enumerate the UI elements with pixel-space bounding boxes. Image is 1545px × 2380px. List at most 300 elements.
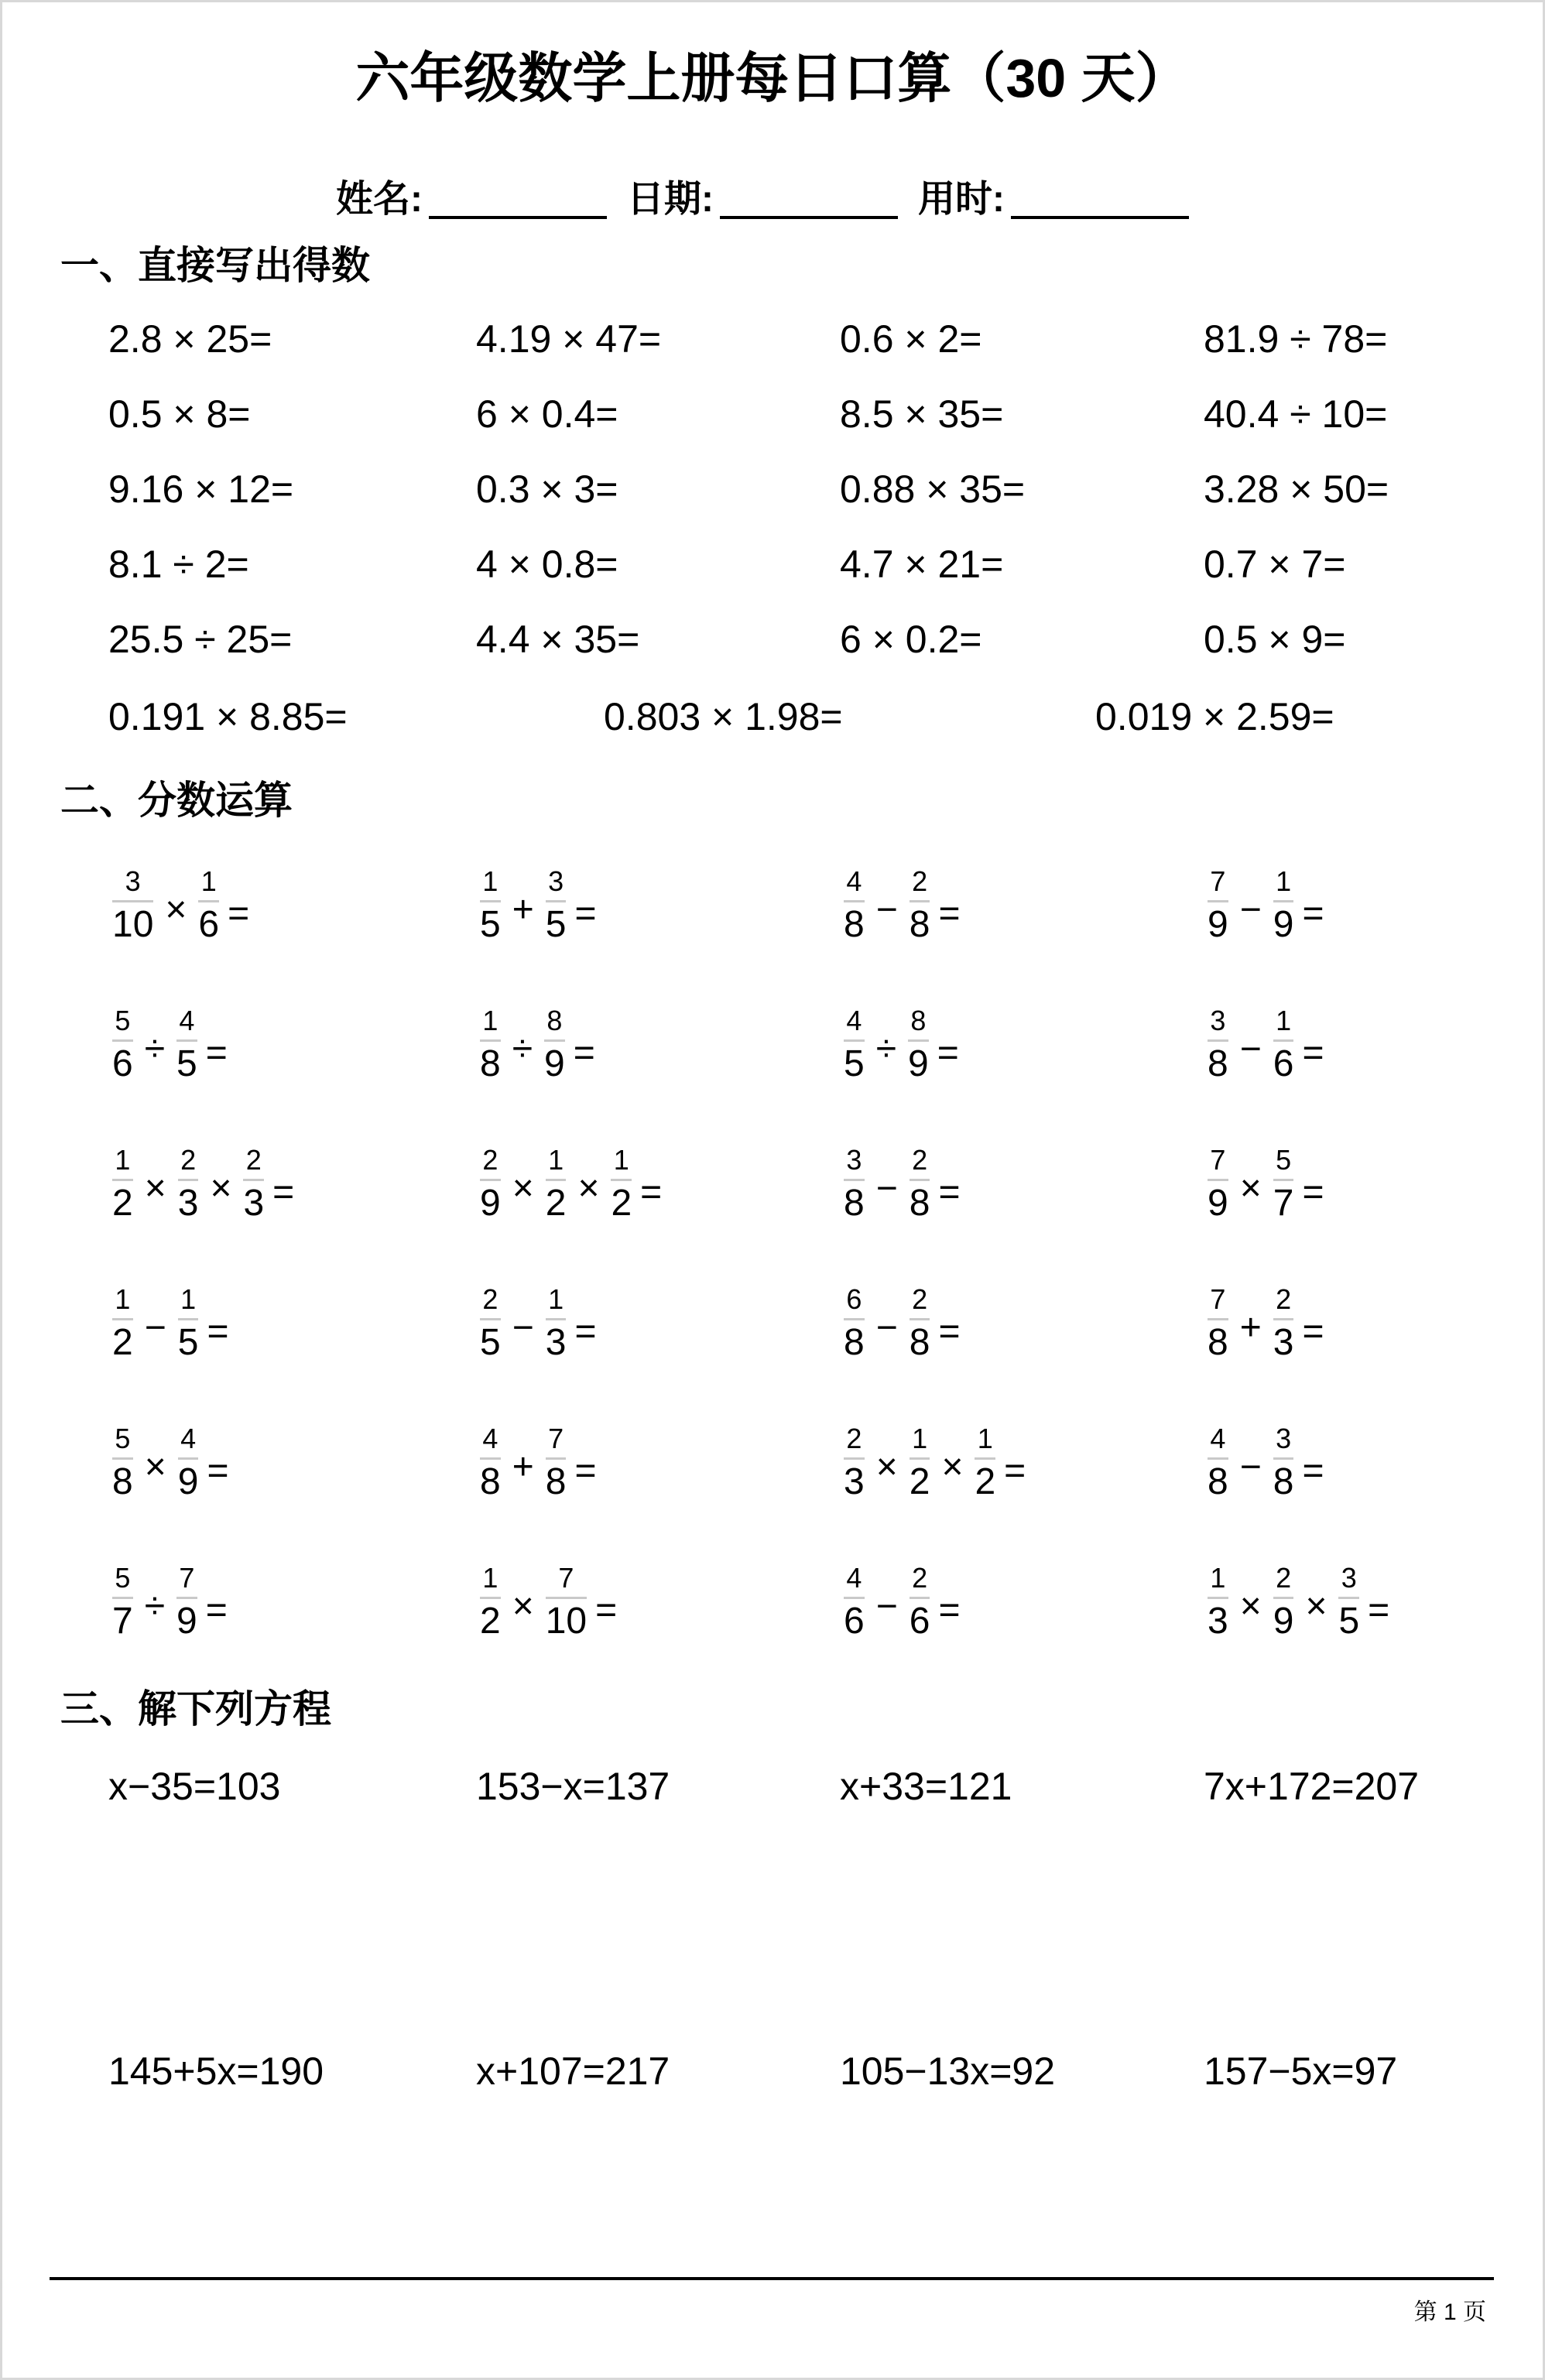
equation-row	[108, 2050, 1545, 2094]
fraction-numerator: 7	[1210, 865, 1226, 898]
name-field-blank	[429, 185, 607, 219]
fraction-bar	[546, 1457, 567, 1460]
fraction-problem	[108, 1564, 476, 1640]
fraction-denominator: 6	[1273, 1043, 1294, 1085]
fraction-denominator: 8	[1208, 1322, 1228, 1364]
section1-last-row	[108, 680, 1545, 754]
fraction	[906, 1283, 934, 1364]
operator: ×	[1239, 1585, 1262, 1627]
problem: 40.4 ÷ 10=	[1204, 392, 1388, 436]
equals-sign: =	[207, 1310, 229, 1352]
name-field-label: 姓名:	[336, 179, 423, 221]
fraction-bar	[1208, 900, 1228, 902]
fraction-problem	[108, 865, 476, 946]
fraction-numerator: 1	[200, 865, 217, 898]
fraction-denominator: 8	[909, 1183, 930, 1224]
fraction-denominator: 9	[176, 1601, 197, 1642]
operator: ×	[577, 1167, 600, 1209]
problem: 0.5 × 9=	[1204, 617, 1346, 661]
fraction-numerator: 4	[846, 1562, 862, 1594]
section3-rows	[0, 1765, 1545, 2094]
problem: 3.28 × 50=	[1204, 467, 1389, 511]
fraction-problem	[108, 1425, 476, 1501]
fraction-denominator: 8	[1208, 1043, 1228, 1085]
fraction	[476, 1425, 505, 1501]
equals-sign: =	[1302, 1171, 1324, 1213]
fraction-bar	[112, 1039, 133, 1042]
section1-grid	[108, 301, 1545, 676]
operator: −	[1239, 1028, 1262, 1070]
fraction-bar	[243, 1179, 264, 1181]
fraction-numerator: 1	[613, 1144, 629, 1176]
fraction	[542, 1283, 570, 1364]
operator: −	[875, 1306, 898, 1348]
fraction-bar	[844, 1318, 865, 1320]
fraction-numerator: 1	[1210, 1562, 1226, 1594]
fraction-numerator: 8	[546, 1005, 563, 1037]
fraction	[906, 1146, 934, 1222]
fraction-bar	[1273, 1179, 1294, 1181]
fraction-numerator: 3	[548, 865, 564, 898]
equation: 105−13x=92	[840, 2049, 1056, 2093]
fraction-denominator: 5	[844, 1043, 865, 1085]
problem: 8.5 × 35=	[840, 392, 1004, 436]
fraction	[108, 1146, 137, 1222]
fraction-denominator: 8	[112, 1461, 133, 1503]
fraction-numerator: 1	[912, 1423, 928, 1455]
fraction-problem	[1204, 1564, 1545, 1640]
equals-sign: =	[595, 1589, 618, 1631]
fraction-numerator: 7	[1210, 1144, 1226, 1176]
section2-heading: 二、分数运算	[60, 779, 293, 823]
fraction-bar	[198, 900, 219, 902]
fraction-bar	[112, 1318, 133, 1320]
operator: +	[512, 1446, 534, 1488]
problem: 6 × 0.4=	[476, 392, 618, 436]
fraction-numerator: 2	[482, 1144, 498, 1176]
page-footer	[50, 2277, 1494, 2327]
fraction-bar	[844, 1039, 865, 1042]
problem: 0.191 × 8.85=	[108, 695, 348, 739]
fraction-numerator: 1	[180, 1283, 197, 1316]
fraction-problem	[1204, 1425, 1545, 1501]
name-field-label: 日期:	[627, 179, 714, 221]
fraction-numerator: 7	[558, 1562, 574, 1594]
fraction-denominator: 9	[1273, 1601, 1294, 1642]
operator: −	[875, 1585, 898, 1627]
fraction-numerator: 1	[977, 1423, 993, 1455]
fraction-numerator: 4	[179, 1005, 195, 1037]
fraction	[239, 1146, 268, 1222]
fraction-numerator: 4	[482, 1423, 498, 1455]
problem: 0.803 × 1.98=	[604, 695, 843, 739]
fraction-numerator: 2	[180, 1144, 197, 1176]
section3-heading: 三、解下列方程	[60, 1687, 331, 1731]
equation: x+33=121	[840, 1765, 1012, 1809]
fraction-bar	[1208, 1039, 1228, 1042]
operator: ×	[512, 1585, 534, 1627]
problem: 4 × 0.8=	[476, 542, 618, 586]
fraction-numerator: 2	[846, 1423, 862, 1455]
fraction-numerator: 1	[115, 1144, 131, 1176]
fraction-denominator: 2	[112, 1322, 133, 1364]
fraction	[108, 865, 157, 946]
fraction	[174, 1283, 203, 1364]
fraction-problem	[476, 1283, 840, 1364]
problem: 0.6 × 2=	[840, 317, 982, 361]
fraction-numerator: 2	[912, 1562, 928, 1594]
fraction-numerator: 1	[115, 1283, 131, 1316]
fraction-problem	[840, 1425, 1204, 1501]
fraction-problem	[840, 1007, 1204, 1083]
fraction	[1204, 1146, 1232, 1222]
operator: −	[144, 1306, 166, 1348]
fraction	[840, 1283, 868, 1364]
fraction-problem	[1204, 1007, 1545, 1083]
fraction	[542, 865, 570, 946]
fraction-bar	[910, 1179, 930, 1181]
fraction-numerator: 6	[846, 1283, 862, 1316]
equals-sign: =	[272, 1171, 295, 1213]
fraction-problem	[1204, 1146, 1545, 1222]
equation: 7x+172=207	[1204, 1765, 1420, 1809]
fraction-denominator: 9	[1273, 904, 1294, 946]
fraction	[906, 1425, 934, 1501]
fraction	[1269, 865, 1298, 946]
operator: −	[875, 1167, 898, 1209]
equals-sign: =	[1302, 1310, 1324, 1352]
fraction-denominator: 5	[480, 1322, 501, 1364]
fraction-bar	[546, 1318, 567, 1320]
fraction-bar	[176, 1039, 197, 1042]
fraction-numerator: 1	[1276, 865, 1292, 898]
fraction-problem	[476, 865, 840, 946]
fraction-problem	[108, 1007, 476, 1083]
fraction	[906, 1564, 934, 1640]
fraction-numerator: 3	[125, 865, 141, 898]
fraction	[1334, 1564, 1363, 1640]
fraction-bar	[908, 1039, 929, 1042]
fraction-denominator: 9	[908, 1043, 929, 1085]
fraction	[1269, 1007, 1298, 1083]
fraction-denominator: 10	[112, 904, 154, 946]
fraction	[840, 1425, 868, 1501]
fraction-numerator: 4	[1210, 1423, 1226, 1455]
equals-sign: =	[938, 1310, 961, 1352]
fraction	[476, 1146, 505, 1222]
fraction-bar	[910, 1318, 930, 1320]
fraction-problem	[476, 1425, 840, 1501]
equals-sign: =	[205, 1589, 228, 1631]
fraction-denominator: 9	[177, 1461, 199, 1503]
problem: 0.7 × 7=	[1204, 542, 1346, 586]
fraction-numerator: 7	[179, 1562, 195, 1594]
fraction-denominator: 3	[1273, 1322, 1294, 1364]
fraction-problem	[840, 865, 1204, 946]
fraction-denominator: 7	[112, 1601, 133, 1642]
fraction-bar	[910, 1597, 930, 1599]
fraction-numerator: 5	[115, 1005, 131, 1037]
fraction-denominator: 3	[844, 1461, 865, 1503]
fraction-denominator: 9	[544, 1043, 565, 1085]
fraction	[1204, 1564, 1232, 1640]
fraction-bar	[480, 1039, 501, 1042]
fraction-numerator: 2	[912, 1144, 928, 1176]
fraction-denominator: 3	[545, 1322, 567, 1364]
fraction-denominator: 3	[243, 1183, 265, 1224]
fraction-denominator: 6	[198, 904, 220, 946]
fraction-numerator: 1	[1276, 1005, 1292, 1037]
fraction-problem	[840, 1283, 1204, 1364]
operator: ÷	[144, 1585, 166, 1627]
problem: 81.9 ÷ 78=	[1204, 317, 1388, 361]
problem: 0.019 × 2.59=	[1095, 695, 1334, 739]
name-line	[0, 169, 1545, 222]
fraction	[1204, 1007, 1232, 1083]
name-field-blank	[1011, 185, 1189, 219]
fraction-numerator: 1	[482, 1562, 498, 1594]
fraction-numerator: 8	[910, 1005, 927, 1037]
problem: 4.4 × 35=	[476, 617, 640, 661]
fraction-numerator: 1	[548, 1144, 564, 1176]
fraction-denominator: 6	[909, 1601, 930, 1642]
fraction-denominator: 8	[480, 1461, 501, 1503]
fraction	[476, 1564, 505, 1640]
equals-sign: =	[207, 1450, 229, 1491]
fraction-numerator: 4	[846, 1005, 862, 1037]
operator: −	[875, 889, 898, 930]
fraction-bar	[1273, 1597, 1294, 1599]
fraction-denominator: 5	[176, 1043, 197, 1085]
equals-sign: =	[938, 1171, 961, 1213]
fraction	[840, 1007, 868, 1083]
footer-rule	[50, 2277, 1494, 2280]
fraction	[1269, 1564, 1298, 1640]
fraction	[542, 1425, 570, 1501]
equation: x+107=217	[476, 2049, 670, 2093]
operator: +	[512, 889, 534, 930]
fraction-bar	[1208, 1179, 1228, 1181]
fraction-numerator: 2	[482, 1283, 498, 1316]
fraction	[1204, 1425, 1232, 1501]
fraction-bar	[844, 1179, 865, 1181]
equation-row	[108, 1765, 1545, 1810]
fraction-bar	[544, 1039, 565, 1042]
fraction-numerator: 7	[1210, 1283, 1226, 1316]
fraction-numerator: 3	[1341, 1562, 1357, 1594]
fraction-bar	[112, 1179, 133, 1181]
fraction-numerator: 4	[180, 1423, 197, 1455]
fraction-denominator: 9	[1208, 904, 1228, 946]
operator: ×	[512, 1167, 534, 1209]
fraction-denominator: 2	[975, 1461, 996, 1503]
fraction	[108, 1425, 137, 1501]
operator: −	[512, 1306, 534, 1348]
equation: 153−x=137	[476, 1765, 670, 1809]
fraction	[840, 1564, 868, 1640]
equals-sign: =	[205, 1032, 228, 1074]
fraction-denominator: 9	[480, 1183, 501, 1224]
fraction-denominator: 7	[1273, 1183, 1294, 1224]
fraction-bar	[910, 900, 930, 902]
fraction-denominator: 8	[480, 1043, 501, 1085]
operator: +	[1239, 1306, 1262, 1348]
fraction-problem	[1204, 1283, 1545, 1364]
fraction-bar	[112, 1597, 133, 1599]
fraction-bar	[1208, 1318, 1228, 1320]
fraction-denominator: 8	[844, 904, 865, 946]
fraction	[1269, 1425, 1298, 1501]
fraction-numerator: 5	[1276, 1144, 1292, 1176]
fraction-bar	[1273, 1318, 1294, 1320]
equation: 145+5x=190	[108, 2049, 324, 2093]
problem: 25.5 ÷ 25=	[108, 617, 293, 661]
fraction-bar	[1208, 1597, 1228, 1599]
fraction-bar	[480, 1318, 501, 1320]
fraction	[108, 1283, 137, 1364]
fraction	[1269, 1146, 1298, 1222]
fraction-problem	[1204, 865, 1545, 946]
fraction-bar	[1273, 1457, 1294, 1460]
equals-sign: =	[228, 892, 250, 934]
fraction-bar	[546, 1179, 567, 1181]
fraction-bar	[480, 1457, 501, 1460]
equation: 157−5x=97	[1204, 2049, 1398, 2093]
fraction	[476, 1283, 505, 1364]
page-number: 第 1 页	[1413, 2300, 1486, 2325]
section1-heading: 一、直接写出得数	[60, 244, 370, 288]
fraction-denominator: 5	[1338, 1601, 1360, 1642]
fraction-problem	[476, 1007, 840, 1083]
fraction-bar	[1273, 900, 1294, 902]
equals-sign: =	[574, 892, 597, 934]
fraction	[476, 865, 505, 946]
fraction-bar	[844, 1457, 865, 1460]
fraction-numerator: 3	[846, 1144, 862, 1176]
fraction-bar	[480, 1179, 501, 1181]
equals-sign: =	[574, 1450, 597, 1491]
fraction-numerator: 3	[1276, 1423, 1292, 1455]
fraction-denominator: 2	[909, 1461, 930, 1503]
operator: ×	[210, 1167, 232, 1209]
fraction-denominator: 3	[177, 1183, 199, 1224]
fraction-bar	[480, 1597, 501, 1599]
operator: ×	[941, 1446, 964, 1488]
fraction	[542, 1146, 570, 1222]
fraction-denominator: 3	[1208, 1601, 1228, 1642]
fraction-bar	[611, 1179, 632, 1181]
problem: 4.19 × 47=	[476, 317, 662, 361]
fraction-bar	[480, 900, 501, 902]
operator: −	[1239, 889, 1262, 930]
fraction	[540, 1007, 569, 1083]
fraction	[108, 1564, 137, 1640]
fraction	[840, 1146, 868, 1222]
operator: ÷	[512, 1028, 533, 1070]
fraction	[476, 1007, 505, 1083]
fraction-bar	[1338, 1597, 1359, 1599]
fraction-denominator: 8	[844, 1183, 865, 1224]
fraction	[542, 1564, 591, 1640]
fraction	[1269, 1283, 1298, 1364]
fraction-bar	[975, 1457, 995, 1460]
fraction-bar	[910, 1457, 930, 1460]
fraction-denominator: 2	[112, 1183, 133, 1224]
fraction-numerator: 1	[482, 1005, 498, 1037]
fraction-denominator: 2	[611, 1183, 632, 1224]
operator: ×	[875, 1446, 898, 1488]
fraction-denominator: 8	[909, 1322, 930, 1364]
fraction	[194, 865, 223, 946]
fraction-bar	[112, 1457, 133, 1460]
fraction	[173, 1007, 201, 1083]
fraction-bar	[178, 1179, 199, 1181]
equals-sign: =	[1368, 1589, 1390, 1631]
fraction-numerator: 1	[482, 865, 498, 898]
fraction-denominator: 9	[1208, 1183, 1228, 1224]
operator: ÷	[144, 1028, 166, 1070]
fraction-denominator: 8	[844, 1322, 865, 1364]
fraction-denominator: 5	[480, 904, 501, 946]
fraction-bar	[112, 900, 153, 902]
fraction-denominator: 5	[545, 904, 567, 946]
fraction-problem	[840, 1146, 1204, 1222]
operator: ÷	[875, 1028, 897, 1070]
fraction-problem	[476, 1146, 840, 1222]
fraction	[904, 1007, 933, 1083]
fraction-bar	[546, 900, 567, 902]
equals-sign: =	[1302, 1450, 1324, 1491]
fraction-bar	[844, 900, 865, 902]
fraction	[840, 865, 868, 946]
problem: 9.16 × 12=	[108, 467, 294, 511]
fraction-numerator: 1	[548, 1283, 564, 1316]
fraction-denominator: 2	[545, 1183, 567, 1224]
equals-sign: =	[937, 1032, 959, 1074]
equals-sign: =	[573, 1032, 595, 1074]
fraction-denominator: 5	[177, 1322, 199, 1364]
page-title: 六年级数学上册每日口算（30 天）	[355, 48, 1190, 108]
fraction-numerator: 5	[115, 1423, 131, 1455]
operator: ×	[165, 889, 187, 930]
fraction-numerator: 5	[115, 1562, 131, 1594]
equals-sign: =	[574, 1310, 597, 1352]
equals-sign: =	[1302, 892, 1324, 934]
name-field-label: 用时:	[918, 179, 1005, 221]
fraction-numerator: 2	[912, 865, 928, 898]
fraction-bar	[176, 1597, 197, 1599]
fraction	[1204, 1283, 1232, 1364]
fraction-problem	[840, 1564, 1204, 1640]
fraction	[108, 1007, 137, 1083]
fraction	[1204, 865, 1232, 946]
fraction-bar	[546, 1597, 587, 1599]
fraction	[607, 1146, 635, 1222]
fraction-problem	[476, 1564, 840, 1640]
fraction-bar	[1273, 1039, 1294, 1042]
section2-grid	[108, 836, 1545, 1672]
fraction-denominator: 6	[112, 1043, 133, 1085]
fraction	[971, 1425, 999, 1501]
fraction-numerator: 2	[1276, 1283, 1292, 1316]
operator: −	[1239, 1446, 1262, 1488]
operator: ×	[144, 1167, 166, 1209]
operator: ×	[144, 1446, 166, 1488]
problem: 0.5 × 8=	[108, 392, 251, 436]
fraction-bar	[178, 1318, 199, 1320]
operator: ×	[1305, 1585, 1327, 1627]
problem: 0.88 × 35=	[840, 467, 1026, 511]
